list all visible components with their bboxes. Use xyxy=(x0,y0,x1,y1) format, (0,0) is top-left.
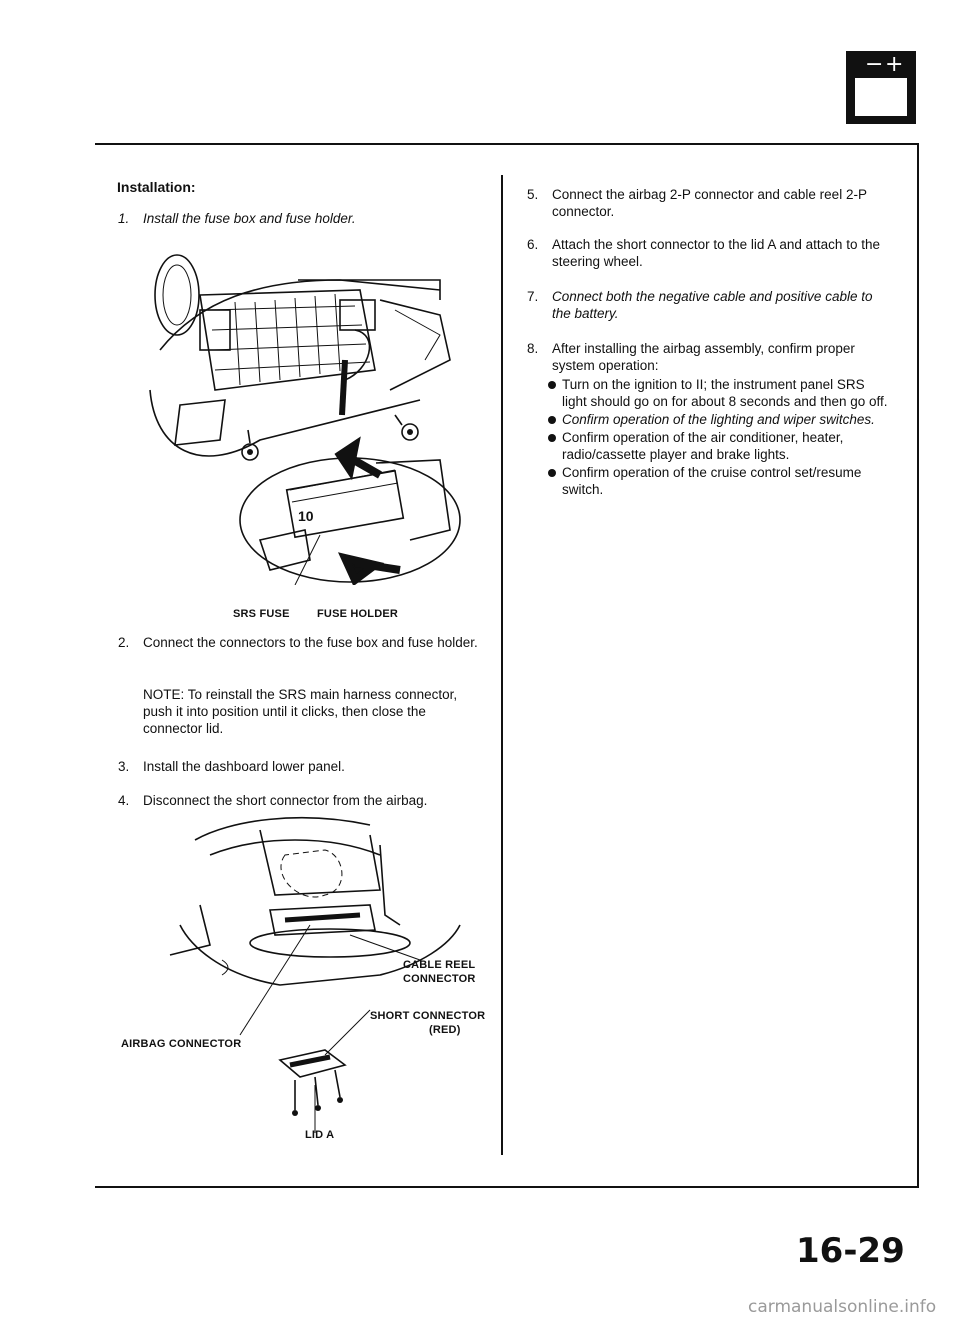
bullet-icon xyxy=(548,434,556,442)
bottom-rule xyxy=(95,1186,919,1188)
lid-a-label: LID A xyxy=(305,1129,335,1141)
step-text: Disconnect the short connector from the airbag. xyxy=(143,793,428,808)
checklist-text: Confirm operation of the lighting and wiper switches. xyxy=(562,412,875,427)
step-7 xyxy=(527,288,889,322)
battery-minus-glyph: − xyxy=(865,52,884,77)
cable-reel-label-2: CONNECTOR xyxy=(403,973,476,985)
srs-fuse-label: SRS FUSE xyxy=(233,608,290,620)
step-number: 7. xyxy=(527,289,539,304)
step-text: Install the dashboard lower panel. xyxy=(143,759,345,774)
battery-plus-glyph: + xyxy=(885,52,904,77)
battery-icon xyxy=(845,50,917,125)
column-divider xyxy=(501,175,503,1155)
airbag-connector-label: AIRBAG CONNECTOR xyxy=(121,1038,242,1050)
step-2 xyxy=(118,634,478,668)
fuse-holder-label: FUSE HOLDER xyxy=(317,608,399,620)
checklist-text: Confirm operation of the air conditioner, heater, radio/cassette player and brake lights. xyxy=(562,430,844,462)
step-number: 2. xyxy=(118,635,130,650)
bullet-icon xyxy=(548,469,556,477)
step-number: 8. xyxy=(527,341,539,356)
step-text: After installing the airbag assembly, confirm proper system operation: xyxy=(552,341,855,373)
right-rule xyxy=(917,143,919,1188)
checklist-item xyxy=(546,429,889,463)
installation-heading: Installation: xyxy=(117,179,196,195)
step-8 xyxy=(527,340,889,374)
fuse-number: 10 xyxy=(298,508,314,524)
step-text: Connect the connectors to the fuse box and fuse holder. xyxy=(143,635,478,650)
step-number: 6. xyxy=(527,237,539,252)
cable-reel-label-1: CABLE REEL xyxy=(403,959,476,971)
step-number: 5. xyxy=(527,187,539,202)
step-text: Connect the airbag 2-P connector and cable reel 2-P connector. xyxy=(552,187,867,219)
top-rule xyxy=(95,143,917,145)
step-text: Install the fuse box and fuse holder. xyxy=(143,211,356,226)
checklist-text: Confirm operation of the cruise control set/resume switch. xyxy=(562,465,862,497)
checklist-item xyxy=(546,464,889,498)
fuse-box-illustration xyxy=(140,240,470,585)
bullet-icon xyxy=(548,416,556,424)
step-text: Attach the short connector to the lid A and attach to the steering wheel. xyxy=(552,237,880,269)
page-number: 16-29 xyxy=(796,1231,905,1271)
checklist-item xyxy=(546,376,889,410)
step-5 xyxy=(527,186,889,220)
short-connector-label-1: SHORT CONNECTOR xyxy=(370,1010,486,1022)
step-text: Connect both the negative cable and positive cable to the battery. xyxy=(552,289,873,321)
step-number: 1. xyxy=(118,211,130,226)
step-1 xyxy=(118,210,478,228)
short-connector-label-2: (RED) xyxy=(429,1024,461,1036)
step-number: 3. xyxy=(118,759,130,774)
checklist-item xyxy=(546,411,889,428)
watermark: carmanualsonline.info xyxy=(748,1297,937,1317)
step-3 xyxy=(118,758,478,776)
note-text: NOTE: To reinstall the SRS main harness connector, push it into position until it clicks, then close the connector lid. xyxy=(143,687,458,736)
step-6 xyxy=(527,236,889,270)
operation-checklist xyxy=(546,376,889,499)
checklist-text: Turn on the ignition to II; the instrument panel SRS light should go on for about 8 seconds and then go off. xyxy=(562,377,888,409)
step-number: 4. xyxy=(118,793,130,808)
step-4 xyxy=(118,792,478,810)
bullet-icon xyxy=(548,381,556,389)
